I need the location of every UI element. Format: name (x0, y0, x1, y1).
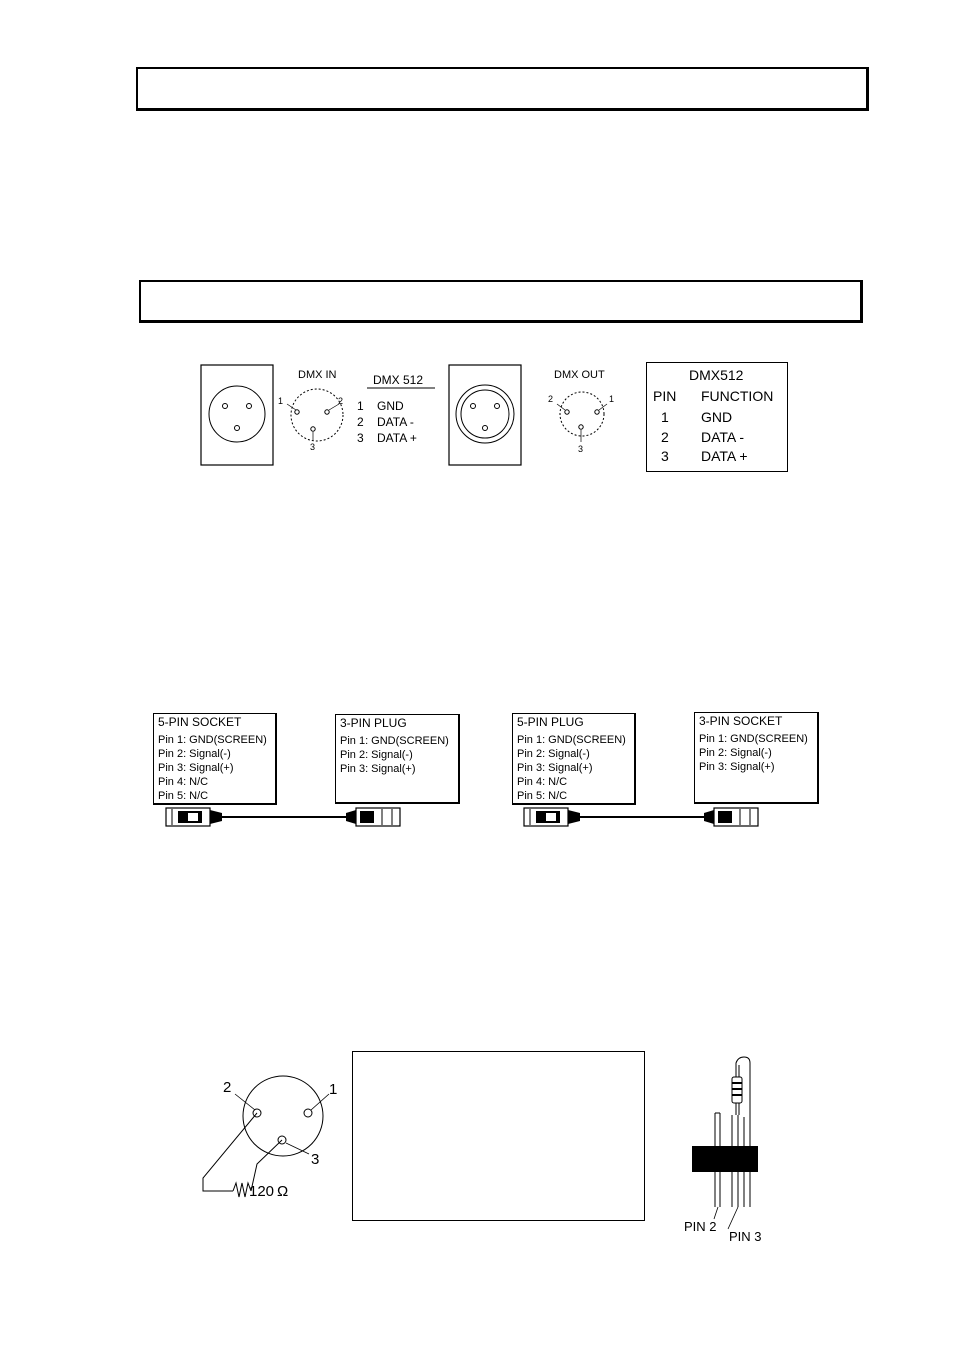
pin-table-cell-function: DATA - (701, 429, 745, 445)
adapter-pin-row: Pin 2: Signal(-) (699, 747, 772, 759)
plug-body (692, 1146, 758, 1172)
adapter-pin-row: Pin 2: Signal(-) (158, 748, 231, 760)
adapter-pin-row: Pin 5: N/C (158, 790, 209, 802)
pin-table-header-function: FUNCTION (701, 388, 774, 404)
ohm-symbol: Ω (277, 1183, 289, 1200)
dmx-out-plug-ring-outer (456, 385, 514, 443)
adapter-pin-row: Pin 5: N/C (517, 790, 568, 802)
dmx-legend-num: 3 (357, 431, 364, 445)
dmx-legend-title: DMX 512 (373, 373, 424, 387)
adapter-pin-row: Pin 2: Signal(-) (517, 748, 590, 760)
adapter-pin-row: Pin 3: Signal(+) (517, 762, 593, 774)
adapter-3pin-socket-box (694, 712, 819, 804)
dmx-legend-num: 2 (357, 415, 364, 429)
dmx-out-pin-number: 3 (578, 444, 584, 454)
empty-note-frame (352, 1051, 645, 1221)
section-header-box-1 (136, 67, 869, 111)
adapter-pin-row: Pin 1: GND(SCREEN) (517, 734, 626, 746)
dmx-out-panel (449, 365, 521, 465)
adapter-box-title: 3-PIN SOCKET (699, 714, 783, 728)
adapter-cable-2 (524, 808, 758, 826)
adapter-box-title: 5-PIN PLUG (517, 715, 584, 729)
section-header-box-2 (139, 280, 863, 323)
adapter-5pin-plug-box (512, 713, 636, 805)
adapter-pin-row: Pin 4: N/C (158, 776, 209, 788)
adapter-pin-row: Pin 1: GND(SCREEN) (158, 734, 267, 746)
pin-table-title: DMX512 (689, 367, 744, 383)
resistor-wire (203, 1113, 257, 1191)
pin-table-cell-pin: 2 (661, 429, 669, 445)
terminator-xlr-diagram (195, 1070, 345, 1210)
adapter-pin-row: Pin 1: GND(SCREEN) (340, 735, 449, 747)
adapter-pin-row: Pin 3: Signal(+) (158, 762, 234, 774)
dmx-legend-func: GND (377, 399, 404, 413)
terminator-plug-side-view (680, 1055, 770, 1255)
adapter-5pin-socket-box (153, 713, 277, 805)
pin-table-cell-function: DATA + (701, 448, 748, 464)
side-pin-label: PIN 3 (729, 1229, 762, 1244)
side-pin-label: PIN 2 (684, 1219, 717, 1234)
pin-table-header-pin: PIN (653, 388, 677, 404)
resistor-value-label: 120 (249, 1183, 275, 1200)
adapter-pin-row: Pin 4: N/C (517, 776, 568, 788)
adapter-box-title: 3-PIN PLUG (340, 716, 407, 730)
dmx-out-pin-number: 2 (548, 394, 554, 404)
adapter-pin-row: Pin 2: Signal(-) (340, 749, 413, 761)
dmx-out-pin-number: 1 (609, 394, 615, 404)
dmx-in-pin-hole (223, 404, 228, 409)
dmx-in-socket-ring (209, 386, 265, 442)
dmx-in-pin-number: 1 (278, 396, 284, 406)
dmx-in-schematic-circle (291, 389, 343, 441)
adapter-3pin-plug-box (335, 714, 460, 804)
terminator-pin-label: 2 (223, 1079, 232, 1096)
terminator-pin-label: 1 (329, 1081, 338, 1098)
adapter-box-title: 5-PIN SOCKET (158, 715, 242, 729)
dmx-legend-num: 1 (357, 399, 364, 413)
dmx-in-pin-number: 2 (338, 396, 344, 406)
dmx-in-pin-hole (247, 404, 252, 409)
adapter-pin-row: Pin 3: Signal(+) (340, 763, 416, 775)
adapter-pin-row: Pin 3: Signal(+) (699, 761, 775, 773)
dmx-in-panel (201, 365, 273, 465)
dmx512-pin-table (646, 362, 788, 472)
dmx-in-label: DMX IN (298, 369, 337, 381)
terminator-pin-label: 3 (311, 1151, 320, 1168)
adapter-pin-row: Pin 1: GND(SCREEN) (699, 733, 808, 745)
dmx-legend-func: DATA + (377, 431, 417, 445)
dmx-legend-func: DATA - (377, 415, 414, 429)
adapter-cable-1 (166, 808, 400, 826)
dmx-out-label: DMX OUT (554, 369, 605, 381)
pin-table-cell-pin: 3 (661, 448, 669, 464)
pin-table-cell-function: GND (701, 409, 733, 425)
dmx-in-pin-hole (235, 426, 240, 431)
pin-table-cell-pin: 1 (661, 409, 669, 425)
dmx-connector-diagram (195, 360, 635, 472)
adapter-cables (160, 804, 780, 832)
dmx-in-pin-number: 3 (310, 442, 316, 452)
